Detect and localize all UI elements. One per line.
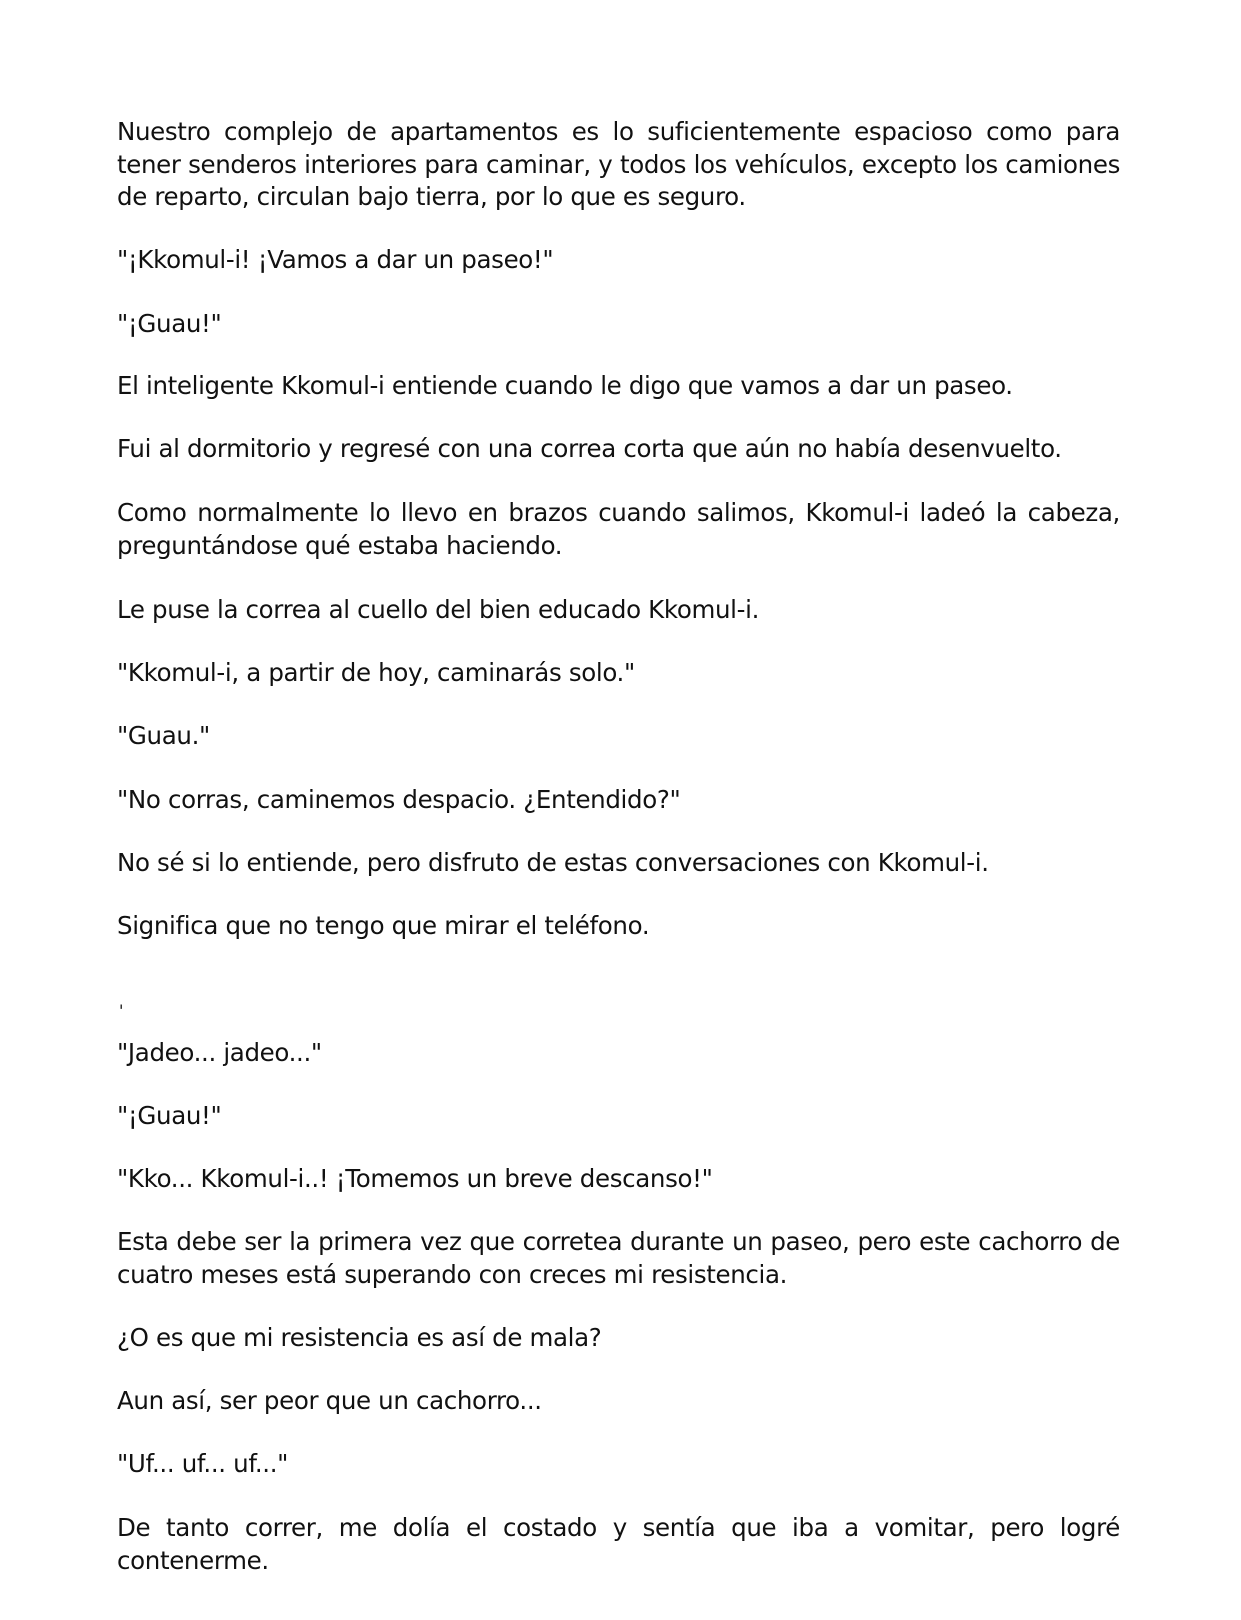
paragraph: Nuestro complejo de apartamentos es lo suficientemente espacioso como para tener senderos interiores para caminar, y todos los vehículos, excepto los camiones de reparto, circulan bajo tierra, por lo que es seguro. [117,117,1120,211]
paragraph: Le puse la correa al cuello del bien educado Kkomul-i. [117,595,760,624]
section-separator-mark: ' [119,1001,124,1020]
dialogue-line: "Uf... uf... uf..." [117,1449,289,1478]
dialogue-line: "Guau." [117,721,210,750]
paragraph: De tanto correr, me dolía el costado y sentía que iba a vomitar, pero logré contenerme. [117,1513,1120,1575]
paragraph: El inteligente Kkomul-i entiende cuando le digo que vamos a dar un paseo. [117,371,1013,400]
paragraph: Esta debe ser la primera vez que corretea durante un paseo, pero este cachorro de cuatro meses está superando con creces mi resistencia. [117,1227,1120,1289]
dialogue-line: "Kkomul-i, a partir de hoy, caminarás solo." [117,658,635,687]
dialogue-line: "¡Guau!" [117,309,222,338]
dialogue-line: "No corras, caminemos despacio. ¿Entendido?" [117,785,681,814]
dialogue-line: "¡Kkomul-i! ¡Vamos a dar un paseo!" [117,245,554,274]
paragraph: No sé si lo entiende, pero disfruto de estas conversaciones con Kkomul-i. [117,848,989,877]
paragraph: ¿O es que mi resistencia es así de mala? [117,1323,602,1352]
paragraph: Significa que no tengo que mirar el teléfono. [117,911,650,940]
paragraph: Aun así, ser peor que un cachorro... [117,1386,542,1415]
dialogue-line: "¡Guau!" [117,1101,222,1130]
dialogue-line: "Kko... Kkomul-i..! ¡Tomemos un breve descanso!" [117,1164,713,1193]
dialogue-line: "Jadeo... jadeo..." [117,1038,322,1067]
paragraph: Fui al dormitorio y regresé con una correa corta que aún no había desenvuelto. [117,434,1062,463]
paragraph: Como normalmente lo llevo en brazos cuando salimos, Kkomul-i ladeó la cabeza, preguntándose qué estaba haciendo. [117,498,1120,560]
